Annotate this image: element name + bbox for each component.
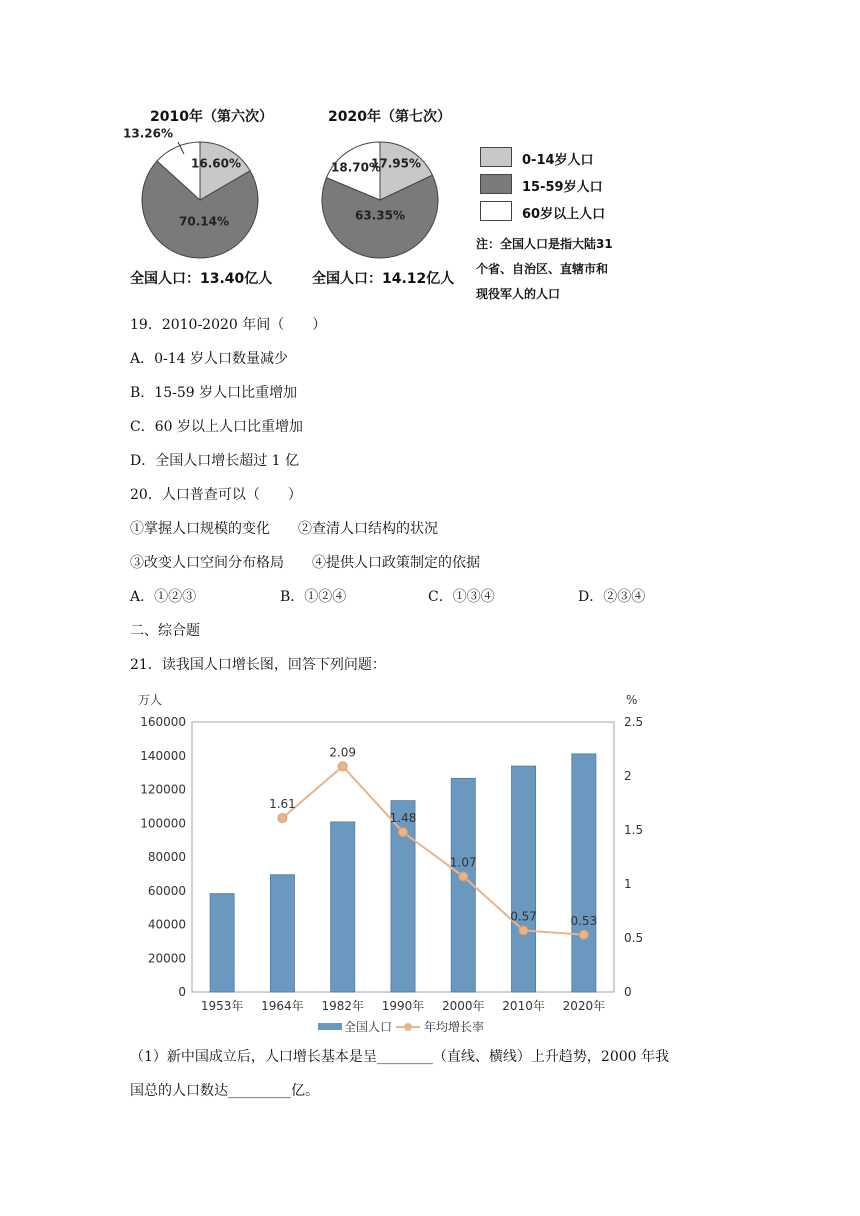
- legend-bar-label: 全国人口: [344, 1020, 393, 1034]
- population-bar: [270, 875, 294, 992]
- pie-2010-total: 全国人口：13.40亿人: [130, 271, 273, 287]
- pie-note-line: 个省、自治区、直辖市和: [476, 262, 609, 276]
- pie-label-0-14: 17.95%: [371, 156, 421, 171]
- y-tick-label: 140000: [140, 748, 186, 763]
- pie-2020: [318, 132, 442, 260]
- growth-rate-label: 0.57: [510, 909, 537, 924]
- pie-2010-title: 2010年（第六次）: [150, 109, 273, 125]
- growth-rate-point: [459, 872, 468, 881]
- legend-label-60plus: 60岁以上人口: [522, 207, 606, 222]
- pie-label-60plus: 18.70%: [331, 160, 381, 175]
- growth-rate-point: [579, 930, 588, 939]
- growth-rate-point: [278, 814, 287, 823]
- pie-label-60plus: 13.26%: [123, 126, 173, 141]
- question-21: 21．读我国人口增长图，回答下列问题：: [130, 657, 386, 673]
- growth-rate-point: [338, 762, 347, 771]
- y-axis-label: 万人: [138, 693, 163, 707]
- growth-rate-label: 0.53: [570, 913, 598, 928]
- y-tick-label: 60000: [147, 883, 186, 898]
- legend-line-marker: [404, 1023, 412, 1031]
- q20-items-1: ①掌握人口规模的变化 ②查清人口结构的状况: [130, 521, 438, 537]
- question-21-1-line1: （1）新中国成立后，人口增长基本是呈________（直线、横线）上升趋势，2000 年我: [130, 1049, 669, 1065]
- q20-option-b: B．①②④: [280, 589, 347, 605]
- growth-rate-label: 1.61: [269, 797, 296, 812]
- population-bar: [210, 894, 234, 992]
- population-bar: [572, 754, 596, 992]
- x-tick-label: 2010年: [502, 999, 545, 1013]
- legend-swatch-60plus: [480, 201, 512, 221]
- x-tick-label: 1982年: [321, 999, 364, 1013]
- legend-swatch-15-59: [480, 174, 512, 194]
- growth-rate-line: [282, 766, 583, 934]
- pie-note: [476, 232, 613, 307]
- section-heading: 二、综合题: [130, 623, 200, 639]
- legend-line-label: 年均增长率: [424, 1020, 485, 1034]
- y2-axis-label: %: [626, 693, 638, 707]
- legend-swatch-0-14: [480, 147, 512, 167]
- y-tick-label: 120000: [140, 782, 186, 797]
- x-tick-label: 1953年: [200, 999, 244, 1013]
- y-tick-label: 40000: [147, 917, 186, 932]
- growth-rate-point: [519, 926, 528, 935]
- pie-label-15-59: 63.35%: [355, 208, 405, 223]
- population-bar: [512, 766, 536, 992]
- pie-label-15-59: 70.14%: [179, 214, 229, 229]
- pie-note-line: 注：全国人口是指大陆31: [476, 237, 613, 251]
- pie-note-line: 现役军人的人口: [476, 287, 561, 301]
- population-bar: [331, 822, 355, 992]
- pie-2020-title: 2020年（第七次）: [328, 109, 451, 125]
- q20-option-a: A．①②③: [130, 589, 197, 605]
- y-tick-label: 160000: [140, 715, 186, 729]
- growth-rate-label: 1.07: [449, 855, 477, 870]
- y2-tick-label: 2.5: [624, 715, 644, 729]
- y-tick-label: 0: [178, 985, 186, 999]
- y2-tick-label: 1.5: [624, 823, 644, 837]
- q19-option-d: D．全国人口增长超过 1 亿: [130, 453, 300, 469]
- y2-tick-label: 0: [624, 985, 632, 999]
- legend-label-0-14: 0-14岁人口: [522, 153, 594, 168]
- question-19: 19．2010-2020 年间（ ）: [130, 317, 327, 333]
- q20-option-d: D．②③④: [578, 589, 646, 605]
- pie-2020-total: 全国人口：14.12亿人: [312, 271, 455, 287]
- y-tick-label: 100000: [140, 816, 186, 831]
- pie-label-0-14: 16.60%: [191, 156, 241, 171]
- x-tick-label: 2000年: [442, 999, 485, 1013]
- y-tick-label: 20000: [147, 951, 186, 966]
- question-21-1-line2: 国总的人口数达_________亿。: [130, 1083, 319, 1099]
- x-tick-label: 1990年: [381, 999, 425, 1013]
- growth-rate-label: 1.48: [389, 811, 417, 826]
- q19-option-b: B．15-59 岁人口比重增加: [130, 385, 298, 401]
- pie-2010: [123, 126, 262, 260]
- q20-items-2: ③改变人口空间分布格局 ④提供人口政策制定的依据: [130, 555, 480, 571]
- x-tick-label: 2020年: [562, 999, 606, 1013]
- y2-tick-label: 2: [624, 769, 632, 783]
- y2-tick-label: 0.5: [624, 931, 644, 945]
- q19-option-a: A．0-14 岁人口数量减少: [130, 351, 289, 367]
- y-tick-label: 80000: [147, 850, 186, 864]
- population-chart: [110, 686, 670, 1038]
- x-tick-label: 1964年: [261, 999, 304, 1013]
- growth-rate-label: 2.09: [329, 745, 357, 760]
- y2-tick-label: 1: [624, 877, 632, 891]
- growth-rate-point: [399, 828, 408, 837]
- legend-label-15-59: 15-59岁人口: [522, 180, 603, 195]
- legend-bar-swatch: [318, 1023, 342, 1030]
- q19-option-c: C．60 岁以上人口比重增加: [130, 419, 303, 435]
- q20-option-c: C．①③④: [428, 589, 495, 605]
- question-20: 20．人口普查可以（ ）: [130, 487, 302, 503]
